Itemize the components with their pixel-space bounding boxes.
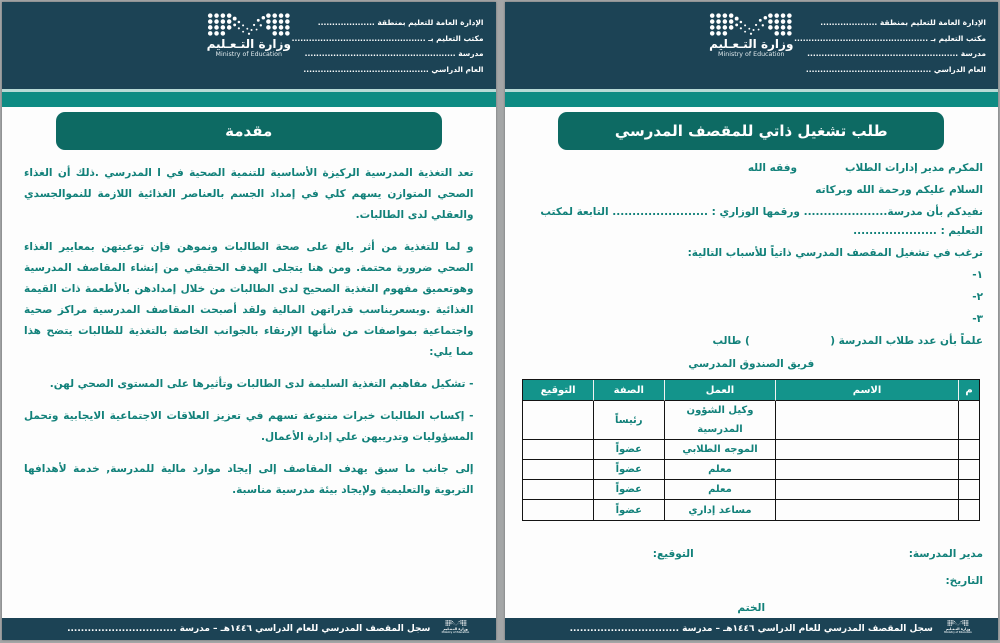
- cell-name: [776, 440, 958, 460]
- teal-divider: [2, 92, 496, 107]
- header-line-year: العام الدراسي ............................................: [303, 64, 484, 74]
- ministry-name-english: Ministry of Education: [718, 51, 785, 58]
- cell-number: [959, 460, 980, 480]
- teal-divider: [505, 92, 999, 107]
- reason-item-1: ١-: [972, 269, 983, 281]
- header-line-year: العام الدراسي ............................................: [805, 64, 986, 74]
- footer-ministry-name-arabic: وزارة التـعـليم: [945, 627, 971, 631]
- header-line-region: الإدارة العامة للتعليم بمنطقة ....................: [317, 18, 484, 27]
- intro-paragraph-2: و لما للتغذية من أثر بالغ على صحة الطالبات ونموهن فإن توعيتهن بمعايير الغذاء الصحي ضرورة محتمة. ومن هنا يتجلى الهدف الحقيقي من إنشاء المقاصف المدرسية وهوتعميق مفهوم التغذية الصحيح لدى الطالبات من خلال إمدادهن بالأطعمة ذات القيمة الغذائية .وبسعريناسب قدراتهن المالية ولقد أصبحت المقاصف المدرسية مراكز صحية واجتماعية بمواصفات من شأنها الإرتقاء بالجوانب الخاصة بالتغذية للطالبات يتضح هذا مما يلي:: [24, 241, 474, 358]
- footer-text: سجل المقصف المدرسي للعام الدراسي ١٤٤٦هـ – مدرسة ................................: [569, 624, 933, 634]
- fund-team-title: فريق الصندوق المدرسي: [688, 358, 815, 370]
- cell-number: [959, 440, 980, 460]
- cell-role: عضواً: [594, 460, 665, 480]
- request-content: [505, 107, 999, 618]
- col-header-job: العمل: [665, 380, 777, 401]
- cell-number: [959, 401, 980, 440]
- cell-name: [776, 500, 958, 520]
- page-footer: [2, 618, 496, 640]
- fund-team-table: [522, 379, 980, 521]
- intro-content: [2, 107, 496, 618]
- addressee-row: [520, 159, 984, 178]
- ministry-logo: [194, 11, 304, 59]
- page-intro: [2, 2, 496, 640]
- table-row: [523, 480, 979, 500]
- stamp-label: الختم: [737, 602, 766, 614]
- col-header-signature: التوقيع: [523, 380, 594, 401]
- cell-job: معلم: [665, 480, 777, 500]
- header-line-office: مكتب التعليم بـ ...............................................: [794, 33, 986, 43]
- greeting-line: السلام عليكم ورحمة الله وبركاته: [815, 184, 983, 196]
- cell-signature: [523, 460, 594, 480]
- ministry-name-arabic: وزارة التـعـليم: [709, 37, 794, 51]
- footer-ministry-logo: [944, 619, 972, 634]
- date-label: التاريخ:: [945, 575, 983, 587]
- ministry-name-english: Ministry of Education: [215, 51, 282, 58]
- cell-job: مساعد إداري: [665, 500, 777, 520]
- cell-job: معلم: [665, 460, 777, 480]
- table-header-row: [523, 380, 979, 401]
- footer-emblem-icon: [947, 619, 969, 627]
- cell-signature: [523, 401, 594, 440]
- table-row: [523, 401, 979, 440]
- signature-label: التوقيع:: [652, 548, 694, 560]
- intro-paragraph-3: إلى جانب ما سبق يهدف المقاصف إلى إيجاد موارد مالية للمدرسة, خدمة لأهدافها التربوية والتعليمية ولإيجاد بيئة مدرسية مناسبة.: [24, 463, 474, 496]
- request-title: طلب تشغيل ذاتي للمقصف المدرسي: [614, 122, 888, 140]
- reason-item-2: ٢-: [972, 291, 983, 303]
- header-line-office: مكتب التعليم بـ ...............................................: [291, 33, 484, 43]
- ministry-name-arabic: وزارة التـعـليم: [206, 37, 291, 51]
- intro-bullet-1: - تشكيل مفاهيم التغذية السليمة لدى الطالبات وتأثيرها على المستوى الصحي لهن.: [49, 378, 474, 390]
- page-request: [505, 2, 999, 640]
- cell-role: رئيساً: [594, 401, 665, 440]
- footer-ministry-name-english: Ministry of Education: [441, 631, 470, 634]
- footer-ministry-logo: [442, 619, 470, 634]
- table-row: [523, 460, 979, 480]
- cell-signature: [523, 440, 594, 460]
- page-header: [505, 2, 999, 89]
- col-header-role: الصفة: [594, 380, 665, 401]
- intro-title: مقدمة: [225, 122, 273, 140]
- ministry-emblem-icon: [206, 11, 292, 38]
- request-title-box: [558, 112, 944, 150]
- footer-emblem-icon: [445, 619, 467, 627]
- footer-ministry-name-arabic: وزارة التـعـليم: [443, 627, 468, 631]
- ministry-emblem-icon: [708, 11, 794, 38]
- col-header-name: الاسم: [776, 380, 958, 401]
- cell-number: [959, 500, 980, 520]
- table-row: [523, 500, 979, 520]
- student-count-line: علماً بأن عدد طلاب المدرسة ( ) طالب: [712, 335, 983, 347]
- footer-ministry-name-english: Ministry of Education: [944, 631, 972, 634]
- header-fill-lines: [794, 15, 986, 77]
- cell-role: عضواً: [594, 440, 665, 460]
- cell-signature: [523, 480, 594, 500]
- cell-name: [776, 460, 958, 480]
- page-footer: [505, 618, 999, 640]
- reason-item-3: ٣-: [972, 313, 983, 325]
- cell-job: وكيل الشؤون المدرسية: [665, 401, 777, 440]
- footer-text: سجل المقصف المدرسي للعام الدراسي ١٤٤٦هـ – مدرسة ................................: [67, 624, 431, 634]
- intro-body: [2, 150, 496, 501]
- cell-job: الموجه الطلابي: [665, 440, 777, 460]
- principal-label: مدير المدرسة:: [908, 548, 983, 560]
- principal-signature-row: [520, 545, 984, 564]
- header-line-school: مدرسة .....................................................: [807, 49, 986, 58]
- intro-bullet-2: - إكساب الطالبات خبرات متنوعة تسهم في تعزيز العلاقات الاجتماعية الايجابية وتحمل المسؤوليات وتدريبهن علي إدارة الأعمال.: [24, 410, 474, 443]
- cell-role: عضواً: [594, 500, 665, 520]
- header-line-school: مدرسة .....................................................: [304, 49, 484, 58]
- header-fill-lines: [292, 15, 484, 77]
- intro-title-box: [56, 112, 442, 150]
- cell-signature: [523, 500, 594, 520]
- school-info-line: نفيدكم بأن مدرسة..................... ورقمها الوزاري : ........................ التابعة لمكتب التعليم : .....................: [540, 206, 983, 237]
- ministry-logo: [696, 11, 806, 59]
- page-header: [2, 2, 496, 89]
- blessing-label: وفقه الله: [747, 162, 797, 174]
- cell-name: [776, 401, 958, 440]
- header-line-region: الإدارة العامة للتعليم بمنطقة ....................: [820, 18, 986, 27]
- cell-number: [959, 480, 980, 500]
- addressee-label: المكرم مدير إدارات الطلاب: [845, 162, 983, 174]
- request-reason-intro: ترغب في تشغيل المقصف المدرسي ذاتياً للأسباب التالية:: [687, 247, 983, 259]
- request-body: [505, 150, 999, 618]
- cell-name: [776, 480, 958, 500]
- signature-block: [520, 545, 984, 618]
- col-header-number: م: [959, 380, 980, 401]
- cell-role: عضواً: [594, 480, 665, 500]
- intro-paragraph-1: تعد التغذية المدرسية الركيزة الأساسية للتنمية الصحية في ا المدرسي .ذلك أن الغذاء الصحي المتوازن يسهم كلي في إمداد الجسم بالعناصر الغذائية اللازمة للنموالجسدي والعقلي لدى الطالبات.: [24, 167, 474, 221]
- table-row: [523, 440, 979, 460]
